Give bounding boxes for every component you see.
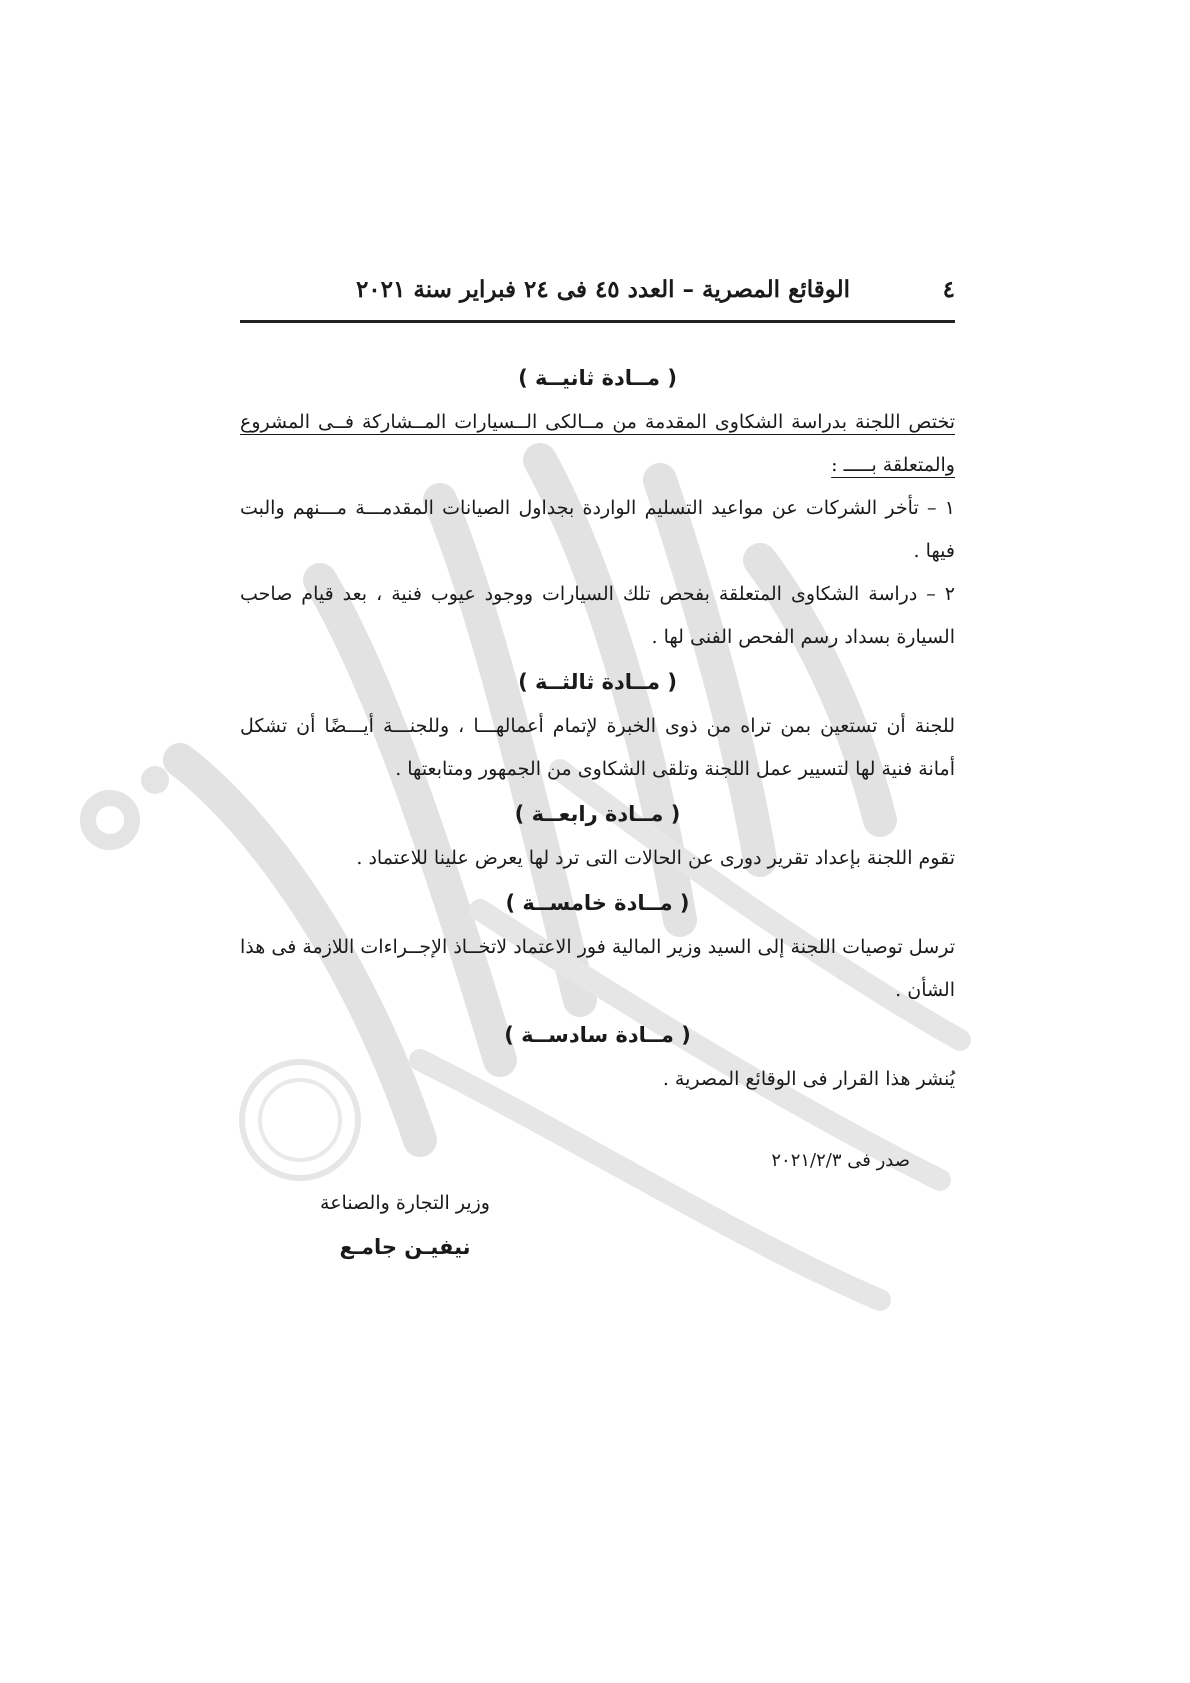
header-divider — [240, 320, 955, 323]
issue-date: صدر فى ٢٠٢١/٢/٣ — [771, 1150, 910, 1171]
article-sixth-text: يُنشر هذا القرار فى الوقائع المصرية . — [662, 1068, 955, 1090]
article-heading-third: ( مــادة ثالثــة ) — [518, 670, 677, 694]
article-heading-fifth: ( مــادة خامســة ) — [505, 891, 690, 915]
signature-block — [280, 1185, 530, 1259]
page-header — [240, 270, 955, 330]
article-heading-second: ( مــادة ثانيــة ) — [518, 366, 677, 390]
article-fifth-text: ترسل توصيات اللجنة إلى السيد وزير المالية فور الاعتماد لاتخــاذ الإجــراءات اللازمة فى هذا الشأن . — [240, 936, 955, 1001]
article-second-intro — [240, 401, 955, 487]
document-body — [240, 355, 955, 1101]
article-heading-sixth: ( مــادة سادســة ) — [504, 1023, 691, 1047]
signatory-name: نيفيـن جامـع — [339, 1235, 471, 1259]
article-second-intro-text: تختص اللجنة بدراسة الشكاوى المقدمة من مــالكى الــسيارات المــشاركة فــى المشروع والمتعلقة بـــــ : — [240, 411, 955, 476]
gazette-header-title: الوقائع المصرية – العدد ٤٥ فى ٢٤ فبراير سنة ٢٠٢١ — [355, 276, 850, 303]
article-third-text: للجنة أن تستعين بمن تراه من ذوى الخبرة لإتمام أعمالهـــا ، وللجنـــة أيـــضًا أن تشكل أمانة فنية لها لتسيير عمل اللجنة وتلقى الشكاوى من الجمهور ومتابعتها . — [240, 715, 955, 780]
article-second-item-1: ١ – تأخر الشركات عن مواعيد التسليم الواردة بجداول الصيانات المقدمـــة مـــنهم والبت فيها . — [240, 497, 955, 562]
article-heading-fourth: ( مــادة رابعــة ) — [514, 802, 681, 826]
page-number: ٤ — [942, 276, 955, 303]
article-fourth-text: تقوم اللجنة بإعداد تقرير دورى عن الحالات التى ترد لها يعرض علينا للاعتماد . — [356, 847, 955, 869]
article-second-item-2: ٢ – دراسة الشكاوى المتعلقة بفحص تلك السيارات ووجود عيوب فنية ، بعد قيام صاحب السيارة بسداد رسم الفحص الفنى لها . — [240, 583, 955, 648]
signatory-title: وزير التجارة والصناعة — [320, 1192, 490, 1214]
